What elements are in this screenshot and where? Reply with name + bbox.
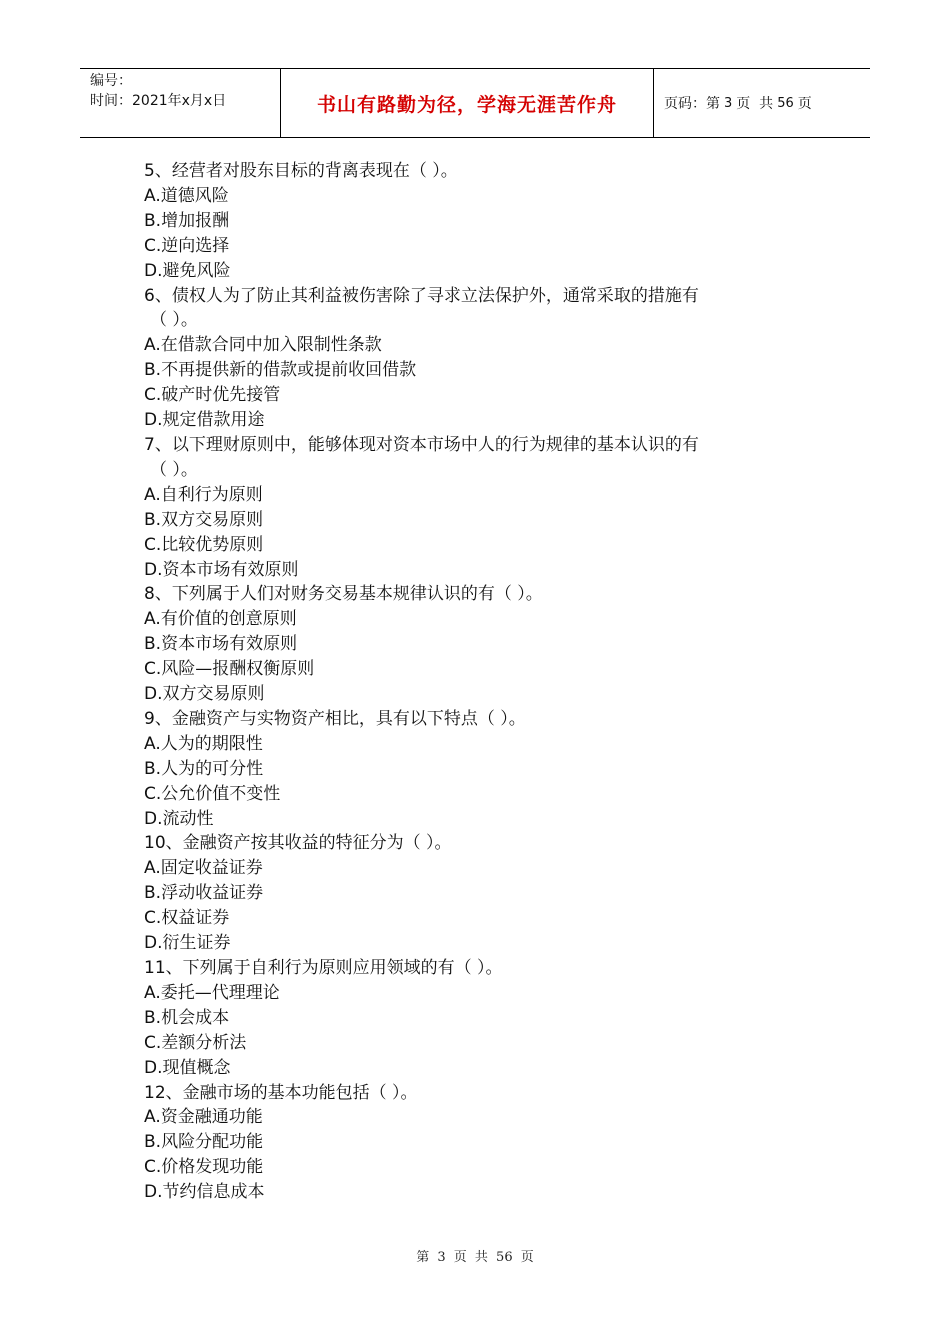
question-text: 10、金融资产按其收益的特征分为（ ）。 (144, 833, 452, 854)
question-stem (144, 1081, 784, 1106)
answer-option: A.在借款合同中加入限制性条款 (144, 335, 382, 356)
answer-option: D.规定借款用途 (144, 410, 265, 431)
answer-option: B.资本市场有效原则 (144, 634, 298, 655)
answer-option: C.公允价值不变性 (144, 783, 281, 804)
question-text: 9、金融资产与实物资产相比，具有以下特点（ ）。 (144, 708, 526, 729)
header-info-cell (80, 69, 281, 137)
question-stem (144, 284, 784, 334)
question-stem (144, 433, 784, 483)
answer-option: D.双方交易原则 (144, 684, 265, 705)
answer-option: C.逆向选择 (144, 235, 230, 256)
page-header (80, 68, 870, 138)
serial-label: 编号： (90, 73, 132, 89)
page-prefix: 页码：第 (664, 96, 720, 112)
answer-option: B.风险分配功能 (144, 1132, 264, 1153)
question-text-continued: （ ）。 (150, 310, 198, 331)
answer-option: A.固定收益证券 (144, 858, 263, 879)
question-text: 11、下列属于自利行为原则应用领域的有（ ）。 (144, 958, 503, 978)
question-stem (144, 831, 784, 856)
question-text-continued: （ ）。 (150, 459, 198, 480)
question-text: 5、经营者对股东目标的背离表现在（ ）。 (144, 161, 458, 181)
answer-option: A.委托—代理理论 (144, 982, 280, 1003)
answer-option: D.现值概念 (144, 1057, 231, 1078)
answer-option: A.道德风险 (144, 185, 229, 206)
header-page-cell (654, 69, 870, 137)
question-text: 6、债权人为了防止其利益被伤害除了寻求立法保护外，通常采取的措施有 (144, 285, 699, 306)
answer-option: D.衍生证券 (144, 933, 231, 954)
answer-option: C.比较优势原则 (144, 534, 264, 555)
page-current: 3 (724, 95, 733, 111)
answer-option: B.增加报酬 (144, 210, 230, 231)
answer-option: D.节约信息成本 (144, 1182, 265, 1203)
answer-option: B.浮动收益证券 (144, 883, 264, 904)
page-footer: 第 3 页 共 56 页 (416, 1250, 534, 1265)
question-text: 12、金融市场的基本功能包括（ ）。 (144, 1082, 418, 1103)
page-mid: 页 共 (736, 96, 774, 112)
page-total: 56 (777, 95, 794, 111)
answer-option: B.双方交易原则 (144, 509, 264, 530)
page-suffix: 页 (797, 96, 812, 112)
answer-option: A.人为的期限性 (144, 733, 263, 754)
answer-option: C.风险—报酬权衡原则 (144, 659, 315, 680)
question-stem (144, 956, 784, 981)
answer-option: B.不再提供新的借款或提前收回借款 (144, 360, 417, 381)
answer-option: D.避免风险 (144, 260, 231, 281)
answer-option: A.自利行为原则 (144, 484, 263, 505)
question-stem (144, 707, 784, 732)
motto-text: 书山有路勤为径，学海无涯苦作舟 (316, 93, 617, 116)
question-stem (144, 159, 784, 184)
answer-option: C.破产时优先接管 (144, 385, 281, 406)
question-list (144, 159, 784, 1205)
time-label: 时间：2021年x月x日 (90, 93, 227, 109)
answer-option: A.有价值的创意原则 (144, 609, 297, 630)
answer-option: C.价格发现功能 (144, 1157, 264, 1178)
answer-option: D.资本市场有效原则 (144, 559, 299, 580)
answer-option: B.机会成本 (144, 1007, 230, 1028)
answer-option: D.流动性 (144, 808, 214, 829)
answer-option: B.人为的可分性 (144, 758, 264, 779)
answer-option: C.权益证券 (144, 908, 230, 929)
answer-option: A.资金融通功能 (144, 1107, 263, 1128)
answer-option: C.差额分析法 (144, 1032, 247, 1053)
question-stem (144, 582, 784, 607)
question-text: 8、下列属于人们对财务交易基本规律认识的有（ ）。 (144, 584, 543, 605)
question-text: 7、以下理财原则中，能够体现对资本市场中人的行为规律的基本认识的有 (144, 434, 699, 455)
header-motto-cell (281, 69, 654, 137)
